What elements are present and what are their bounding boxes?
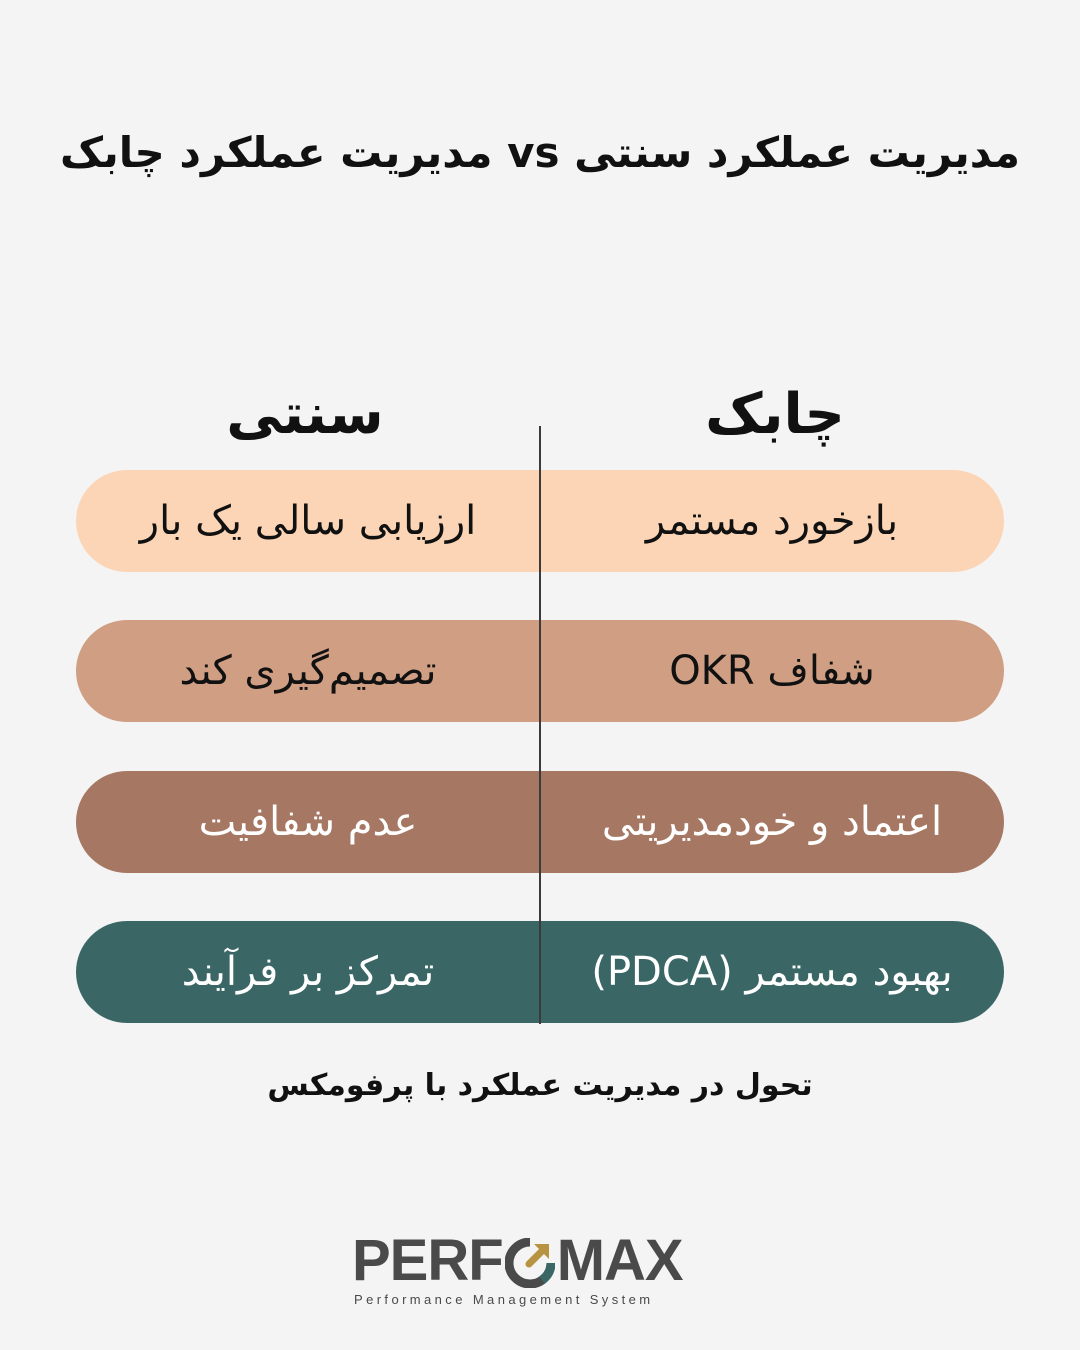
column-divider (539, 426, 541, 1024)
logo-text-left: PERF (352, 1228, 503, 1293)
growth-arrow-icon (505, 1238, 555, 1288)
column-heading-agile: چابک (705, 382, 845, 447)
perfomax-logo (340, 1230, 740, 1310)
traditional-item: تمرکز بر فرآیند (181, 949, 435, 995)
logo-text-right: MAX (556, 1228, 683, 1293)
agile-item: بازخورد مستمر (645, 498, 899, 544)
traditional-item: عدم شفافیت (198, 799, 418, 845)
traditional-item: ارزیابی سالی یک بار (139, 498, 477, 544)
logo-wordmark (352, 1230, 683, 1292)
page-title: مدیریت عملکرد سنتی vs مدیریت عملکرد چابک (59, 128, 1021, 177)
traditional-item: تصمیم‌گیری کند (179, 648, 437, 694)
subtitle: تحول در مدیریت عملکرد با پرفومکس (267, 1068, 813, 1103)
logo-tagline: Performance Management System (354, 1292, 654, 1307)
agile-item: OKR شفاف (669, 648, 875, 694)
agile-item: بهبود مستمر (PDCA) (591, 949, 953, 995)
column-heading-traditional: سنتی (226, 382, 384, 447)
agile-item: اعتماد و خودمدیریتی (601, 799, 943, 845)
